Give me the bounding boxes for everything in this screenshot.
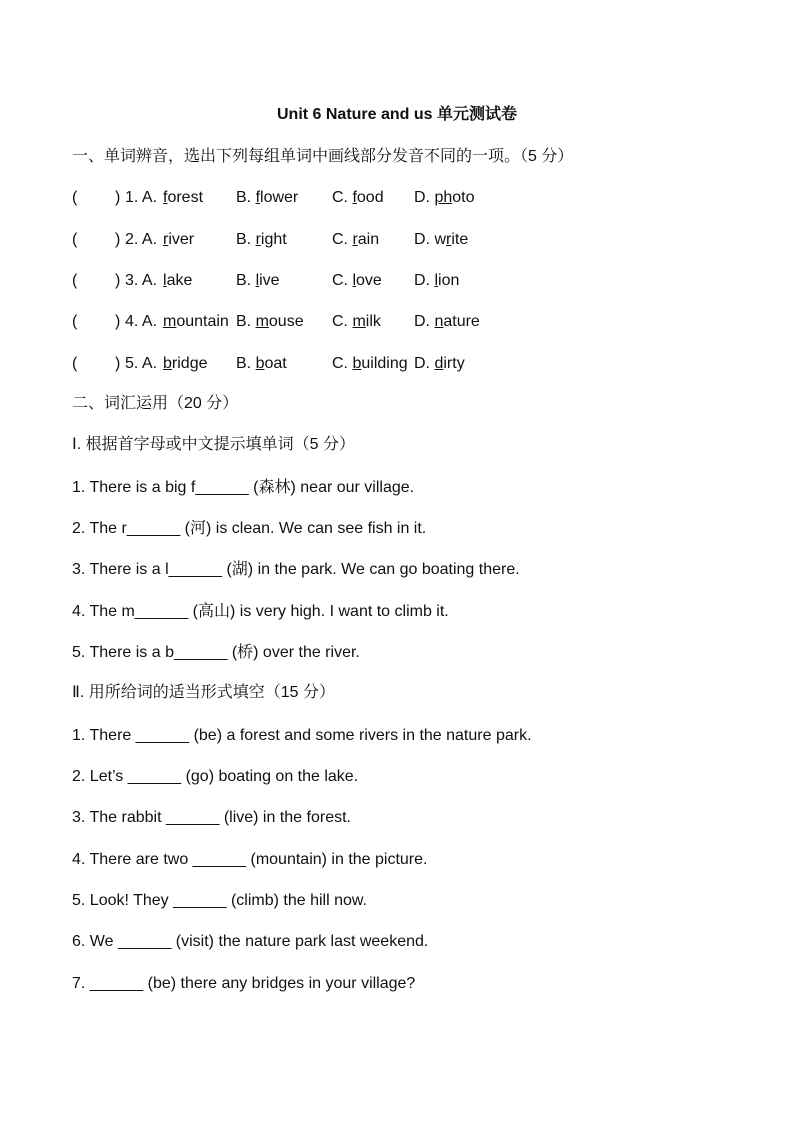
option-label: C. <box>332 355 353 372</box>
option <box>414 188 475 208</box>
form-item: 3. The rabbit ______ (live) in the forest. <box>72 809 351 826</box>
option-word: river <box>163 231 195 248</box>
answer-paren-open: ( <box>72 355 78 372</box>
answer-paren-open: ( <box>72 313 78 330</box>
underlined-letters: b <box>255 355 265 372</box>
option-word: nature <box>434 313 480 330</box>
part1-heading: 一、单词辨音，选出下列每组单词中画线部分发音不同的一项。（5 分） <box>72 148 574 165</box>
answer-paren-close: ) <box>115 272 121 289</box>
underlined-letters: d <box>434 355 444 372</box>
option <box>163 230 194 250</box>
option-label: D. <box>414 313 435 330</box>
underlined-letters: r <box>163 231 169 248</box>
option-label: B. <box>236 355 256 372</box>
option-label: B. <box>236 189 256 206</box>
option-word: lion <box>434 272 460 289</box>
option <box>236 312 304 332</box>
underlined-letters: r <box>446 231 452 248</box>
option-word: right <box>255 231 287 248</box>
form-item: 2. Let’s ______ (go) boating on the lake. <box>72 768 359 785</box>
underlined-letters: b <box>163 355 172 372</box>
answer-paren-open: ( <box>72 272 78 289</box>
option <box>414 312 480 332</box>
option <box>236 230 287 250</box>
option <box>163 312 229 332</box>
option-word: flower <box>255 189 299 206</box>
option-word: mouse <box>255 313 304 330</box>
option <box>163 354 207 374</box>
option-word: forest <box>163 189 204 206</box>
option-word: building <box>352 355 408 372</box>
option-label: B. <box>236 313 256 330</box>
option-label: C. <box>332 231 353 248</box>
part2-sub2-heading: Ⅱ. 用所给词的适当形式填空（15 分） <box>72 684 336 701</box>
option-word: mountain <box>163 313 229 330</box>
fill-item: 2. The r______ (河) is clean. We can see fish in it. <box>72 520 427 537</box>
fill-item: 3. There is a l______ (湖) in the park. We can go boating there. <box>72 561 520 578</box>
option-label: B. <box>236 272 256 289</box>
underlined-letters: m <box>255 313 269 330</box>
part2-sub1-heading: Ⅰ. 根据首字母或中文提示填单词（5 分） <box>72 436 355 453</box>
option-label: B. <box>236 231 256 248</box>
underlined-letters: f <box>255 189 261 206</box>
option <box>163 271 192 291</box>
question-number: 2. A. <box>125 231 158 248</box>
option <box>332 312 381 332</box>
option-label: C. <box>332 189 353 206</box>
fill-item: 4. The m______ (高山) is very high. I want to climb it. <box>72 603 449 620</box>
fill-item: 1. There is a big f______ (森林) near our village. <box>72 479 415 496</box>
option <box>414 230 468 250</box>
option-word: live <box>255 272 280 289</box>
option-word: food <box>352 189 384 206</box>
option <box>236 354 287 374</box>
answer-paren-close: ) <box>115 313 121 330</box>
underlined-letters: m <box>163 313 177 330</box>
question-number: 1. A. <box>125 189 158 206</box>
form-item: 6. We ______ (visit) the nature park last weekend. <box>72 933 429 950</box>
answer-paren-close: ) <box>115 231 121 248</box>
answer-paren-close: ) <box>115 355 121 372</box>
option-word: boat <box>255 355 287 372</box>
option <box>163 188 203 208</box>
option-word: rain <box>352 231 380 248</box>
underlined-letters: b <box>352 355 362 372</box>
option <box>414 271 459 291</box>
answer-paren-close: ) <box>115 189 121 206</box>
underlined-letters: l <box>352 272 357 289</box>
option <box>332 188 384 208</box>
underlined-letters: n <box>434 313 444 330</box>
option <box>332 271 382 291</box>
form-item: 1. There ______ (be) a forest and some rivers in the nature park. <box>72 727 532 744</box>
option <box>236 271 280 291</box>
option-word: love <box>352 272 382 289</box>
option-label: D. <box>414 355 435 372</box>
option-word: write <box>434 231 469 248</box>
underlined-letters: ph <box>434 189 453 206</box>
underlined-letters: l <box>255 272 260 289</box>
option <box>414 354 465 374</box>
option <box>332 354 408 374</box>
option-word: bridge <box>163 355 208 372</box>
page-title: Unit 6 Nature and us 单元测试卷 <box>276 106 518 123</box>
form-item: 4. There are two ______ (mountain) in the picture. <box>72 851 428 868</box>
underlined-letters: r <box>352 231 358 248</box>
part2-heading: 二、词汇运用（20 分） <box>72 395 239 412</box>
option <box>236 188 298 208</box>
underlined-letters: f <box>352 189 357 206</box>
option-word: photo <box>434 189 475 206</box>
option-word: dirty <box>434 355 465 372</box>
fill-item: 5. There is a b______ (桥) over the river. <box>72 644 360 661</box>
form-item: 7. ______ (be) there any bridges in your village? <box>72 975 416 992</box>
option-word: milk <box>352 313 381 330</box>
answer-paren-open: ( <box>72 189 78 206</box>
option-label: D. <box>414 189 435 206</box>
underlined-letters: r <box>255 231 261 248</box>
option-label: D. <box>414 231 435 248</box>
question-number: 5. A. <box>125 355 158 372</box>
form-item: 5. Look! They ______ (climb) the hill now. <box>72 892 367 909</box>
option-label: D. <box>414 272 435 289</box>
option-word: lake <box>163 272 193 289</box>
underlined-letters: f <box>163 189 168 206</box>
underlined-letters: l <box>163 272 167 289</box>
answer-paren-open: ( <box>72 231 78 248</box>
question-number: 3. A. <box>125 272 158 289</box>
option-label: C. <box>332 272 353 289</box>
underlined-letters: l <box>434 272 439 289</box>
underlined-letters: m <box>352 313 366 330</box>
option <box>332 230 379 250</box>
question-number: 4. A. <box>125 313 158 330</box>
option-label: C. <box>332 313 353 330</box>
